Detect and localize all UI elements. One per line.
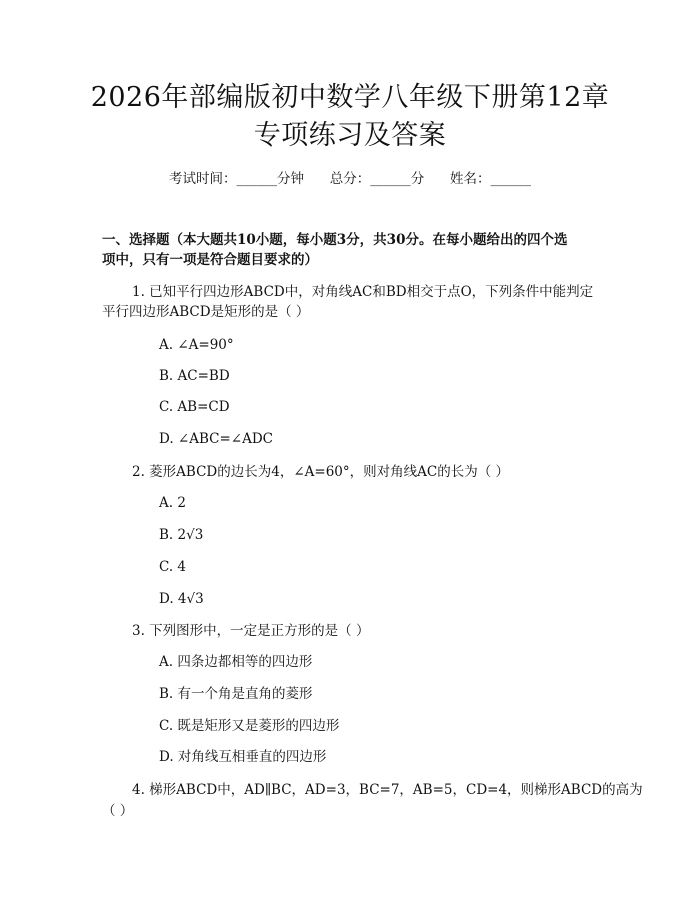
document-title-line2: 专项练习及答案 — [253, 120, 447, 151]
section-heading-line2: 项中，只有一项是符合题目要求的） — [102, 252, 318, 268]
question-2-option-a: A. 2 — [159, 495, 186, 511]
question-1-option-a: A. ∠A=90° — [159, 337, 234, 353]
section-heading-line1: 一、选择题（本大题共10小题，每小题3分，共30分。在每小题给出的四个选 — [102, 232, 568, 248]
question-4-line2: （ ） — [102, 803, 134, 819]
question-1-line1: 1. 已知平行四边形ABCD中，对角线AC和BD相交于点O，下列条件中能判定 — [132, 284, 594, 300]
question-2-option-c: C. 4 — [159, 559, 187, 575]
question-1-option-b: B. AC=BD — [159, 368, 230, 384]
question-3-option-c: C. 既是矩形又是菱形的四边形 — [159, 718, 340, 734]
exam-info: 考试时间：______分钟 总分：______分 姓名：______ — [169, 171, 531, 187]
question-1-line2: 平行四边形ABCD是矩形的是（ ） — [102, 304, 310, 320]
question-4-line1: 4. 梯形ABCD中，AD∥BC，AD=3，BC=7，AB=5，CD=4，则梯形ABCD的高为 — [132, 782, 643, 798]
question-1-option-d: D. ∠ABC=∠ADC — [159, 431, 274, 447]
question-1-option-c: C. AB=CD — [159, 399, 230, 415]
document-title-line1: 2026年部编版初中数学八年级下册第12章 — [90, 82, 610, 113]
question-3-option-b: B. 有一个角是直角的菱形 — [159, 686, 313, 702]
question-2-line1: 2. 菱形ABCD的边长为4，∠A=60°，则对角线AC的长为（ ） — [132, 464, 510, 480]
question-3-option-d: D. 对角线互相垂直的四边形 — [159, 749, 327, 765]
question-3-option-a: A. 四条边都相等的四边形 — [159, 654, 313, 670]
question-2-option-d: D. 4√3 — [159, 591, 204, 607]
question-3-line1: 3. 下列图形中，一定是正方形的是（ ） — [132, 623, 370, 639]
question-2-option-b: B. 2√3 — [159, 527, 204, 543]
